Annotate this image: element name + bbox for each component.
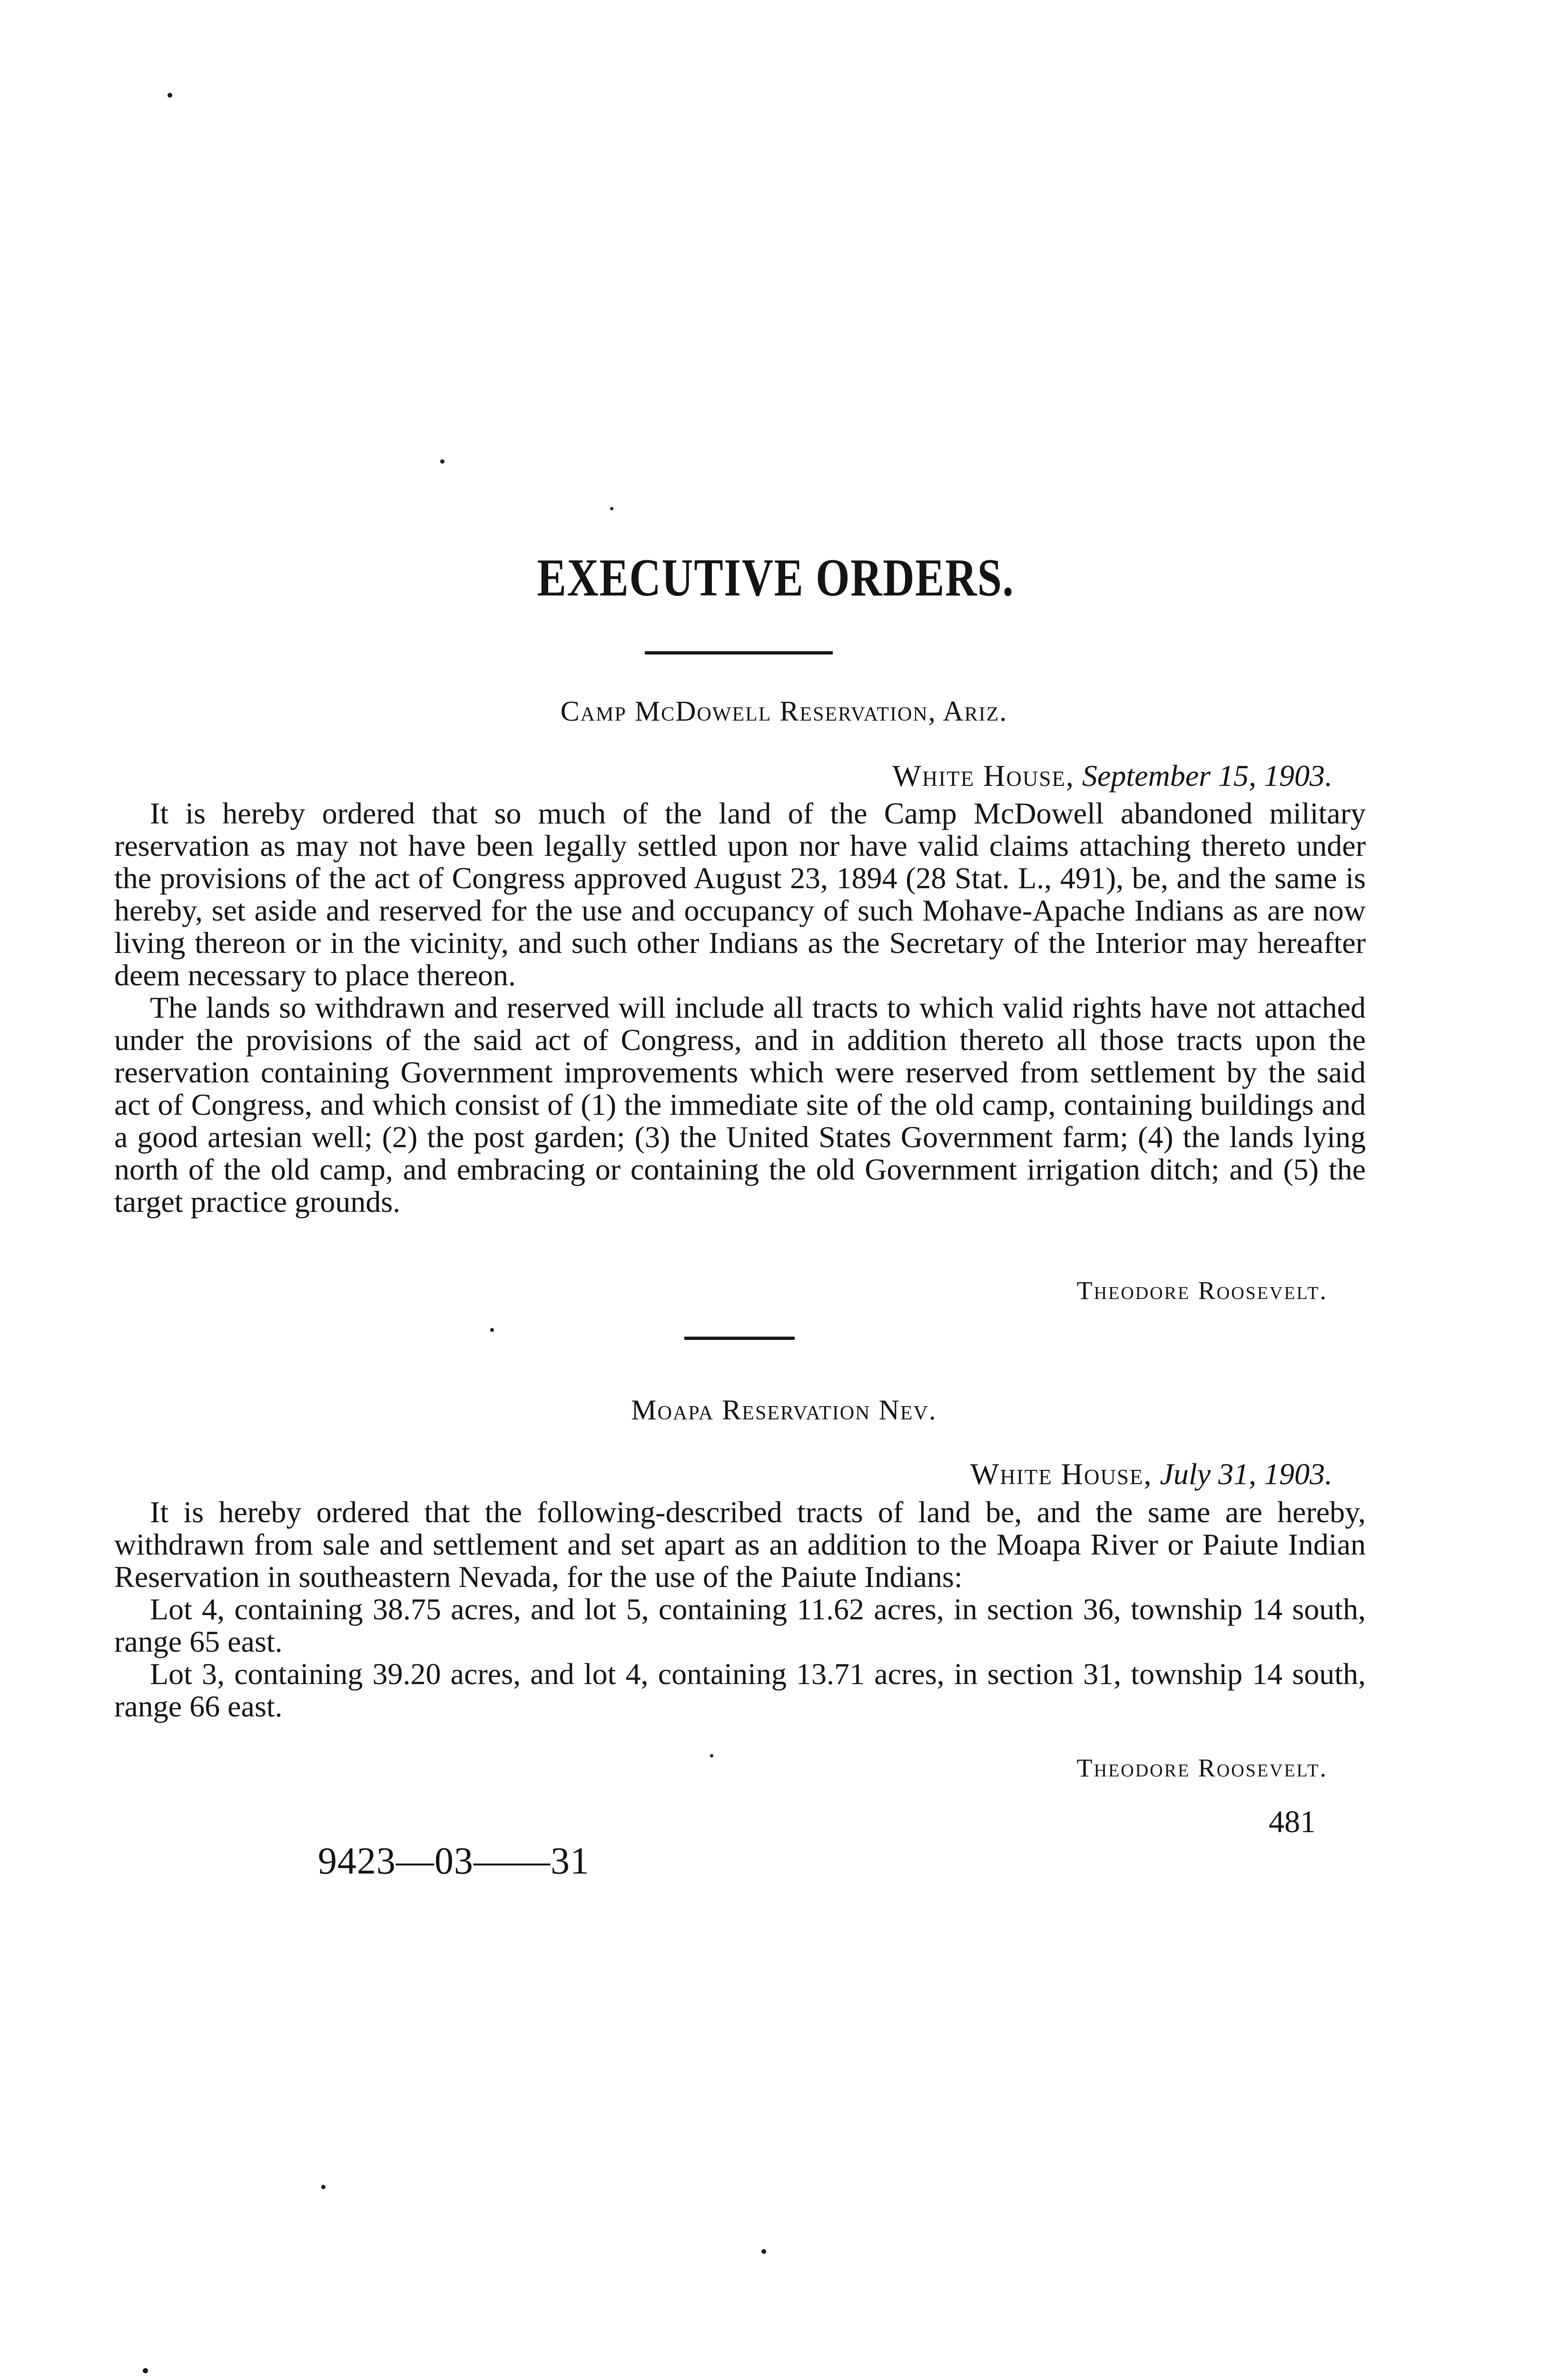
dateline-place: White House, (970, 1457, 1153, 1491)
paragraph: It is hereby ordered that so much of the land of the Camp McDowell abandoned military reservation as may not have been legally settled upon nor have valid claims attaching thereto under the provisions of the act of Congress approved August 23, 1894 (28 Stat. L., 491), be, and the same is hereby, set aside and reserved for the use and occupancy of such Mohave-Apache Indians as are now living thereon or in the vicinity, and such other Indians as the Secretary of the Interior may hereafter deem necessary to place thereon. (114, 796, 1366, 992)
signature-moapa: Theodore Roosevelt. (1076, 1754, 1328, 1782)
scan-speck (761, 2249, 766, 2254)
title-divider (645, 651, 833, 654)
scan-speck (490, 1328, 494, 1332)
section-heading-moapa: Moapa Reservation Nev. (631, 1394, 937, 1426)
section-heading-camp-mcdowell: Camp McDowell Reservation, Ariz. (560, 695, 1008, 727)
scan-speck (321, 2185, 325, 2189)
scan-speck (610, 507, 613, 510)
scan-speck (143, 2368, 148, 2373)
paragraph: Lot 3, containing 39.20 acres, and lot 4, containing 13.71 acres, in section 31, township 14 south, range 66 east. (114, 1657, 1366, 1723)
page-title: EXECUTIVE ORDERS. (537, 548, 1015, 607)
order-body-camp-mcdowell (114, 797, 1366, 1218)
scan-speck (710, 1754, 713, 1757)
dateline-date: September 15, 1903. (1082, 759, 1332, 793)
order-body-moapa (114, 1496, 1366, 1723)
page-number: 481 (1269, 1805, 1316, 1839)
signature-camp-mcdowell: Theodore Roosevelt. (1076, 1276, 1328, 1305)
paragraph: It is hereby ordered that the following-described tracts of land be, and the same are hereby, withdrawn from sale and settlement and set apart as an addition to the Moapa River or Paiute Indian Reservation in southeastern Nevada, for the use of the Paiute Indians: (114, 1495, 1366, 1594)
print-signature-code: 9423—03——31 (318, 1840, 590, 1882)
paragraph: The lands so withdrawn and reserved will include all tracts to which valid rights have not attached under the provisions of the said act of Congress, and in addition thereto all those tracts upon the reservation containing Government improvements which were reserved from settlement by the said act of Congress, and which consist of (1) the immediate site of the old camp, containing buildings and a good artesian well; (2) the post garden; (3) the United States Government farm; (4) the lands lying north of the old camp, and embracing or containing the old Government irrigation ditch; and (5) the target practice grounds. (114, 991, 1366, 1219)
dateline-camp-mcdowell (892, 758, 1332, 793)
section-divider (684, 1337, 795, 1340)
paragraph: Lot 4, containing 38.75 acres, and lot 5, containing 11.62 acres, in section 36, township 14 south, range 65 east. (114, 1592, 1366, 1658)
dateline-moapa (970, 1457, 1332, 1492)
scan-speck (440, 459, 444, 464)
dateline-date: July 31, 1903. (1160, 1457, 1332, 1491)
dateline-place: White House, (892, 759, 1075, 793)
scan-speck (168, 93, 172, 98)
